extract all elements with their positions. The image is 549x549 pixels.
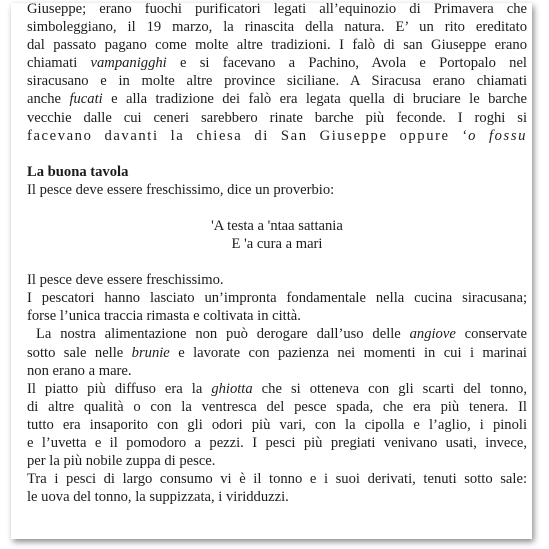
text-line: sotto sale nelle brunie e lavorate con pazienza nei momenti in cui i marinai	[27, 344, 527, 361]
text-line: I pescatori hanno lasciato un’impronta fondamentale nella cucina siracusana;	[27, 290, 527, 307]
text-line: vecchie dalle cui ceneri sarebbero rinate barche più feconde. I roghi si	[27, 109, 527, 126]
proverb-line: E 'a cura a mari	[231, 236, 323, 253]
text-line: di altre qualità o con la ventresca del pesce spada, che era più tenera. Il	[27, 398, 527, 415]
term-vampanigghi: vampanigghi	[90, 55, 167, 72]
intro-line: Il pesce deve essere freschissimo, dice un proverbio:	[27, 181, 335, 198]
document-page	[11, 3, 532, 539]
text-line: Il piatto più diffuso era la ghiotta che si otteneva con gli scarti del tonno,	[27, 380, 527, 397]
text-line: Il pesce deve essere freschissimo.	[27, 272, 224, 289]
proverb-line: 'A testa a 'ntaa sattania	[211, 217, 343, 234]
section-heading: La buona tavola	[27, 163, 129, 180]
text-line: forse l’unica traccia rimasta e coltivata in città.	[27, 308, 301, 325]
page-content	[27, 3, 527, 506]
term-o-fossu: ‘o fossu	[461, 127, 527, 144]
paragraph-buona-tavola	[27, 271, 527, 506]
text-line: non erano a mare.	[27, 362, 132, 379]
text-line: chiamati vampanigghi e si facevano a Pachino, Avola e Portopalo nel	[27, 55, 527, 72]
text-line: facevano davanti la chiesa di San Giuseppe oppure ‘o fossu	[27, 127, 527, 144]
term-fucati: fucati	[69, 91, 103, 108]
paragraph-san-giuseppe	[27, 3, 527, 145]
text-line: Giuseppe; erano fuochi purificatori legati all’equinozio di Primavera che	[27, 3, 527, 17]
text-line: le uova del tonno, la suppizzata, i viridduzzi.	[27, 489, 289, 506]
term-ghiotta: ghiotta	[211, 380, 253, 397]
text-line: La nostra alimentazione non può derogare dall’uso delle angiove conservate	[36, 326, 528, 343]
text-line: siracusano e in molte altre province siciliane. A Siracusa erano chiamati	[27, 73, 527, 90]
text-line: tutto era insaporito con gli odori più vari, con la cipolla e l’aglio, i pinoli	[27, 416, 527, 433]
term-brunie: brunie	[131, 344, 170, 361]
text-line: per la più nobile zuppa di pesce.	[27, 453, 216, 470]
text-line: Tra i pesci di largo consumo vi è il tonno e i suoi derivati, tenuti sotto sale:	[27, 471, 527, 488]
term-angiove: angiove	[409, 326, 456, 343]
text-line: simboleggiano, il 19 marzo, la rinascita della natura. E’ un rito ereditato	[27, 19, 527, 36]
text-line: anche fucati e alla tradizione dei falò era legata quella di bruciare le barche	[27, 91, 527, 108]
text-line: dal passato pagano come molte altre tradizioni. I falò di san Giuseppe erano	[27, 37, 527, 54]
text-line: e l’uvetta e il pomodoro a pezzi. I pesci più pregiati venivano usati, invece,	[27, 434, 527, 451]
